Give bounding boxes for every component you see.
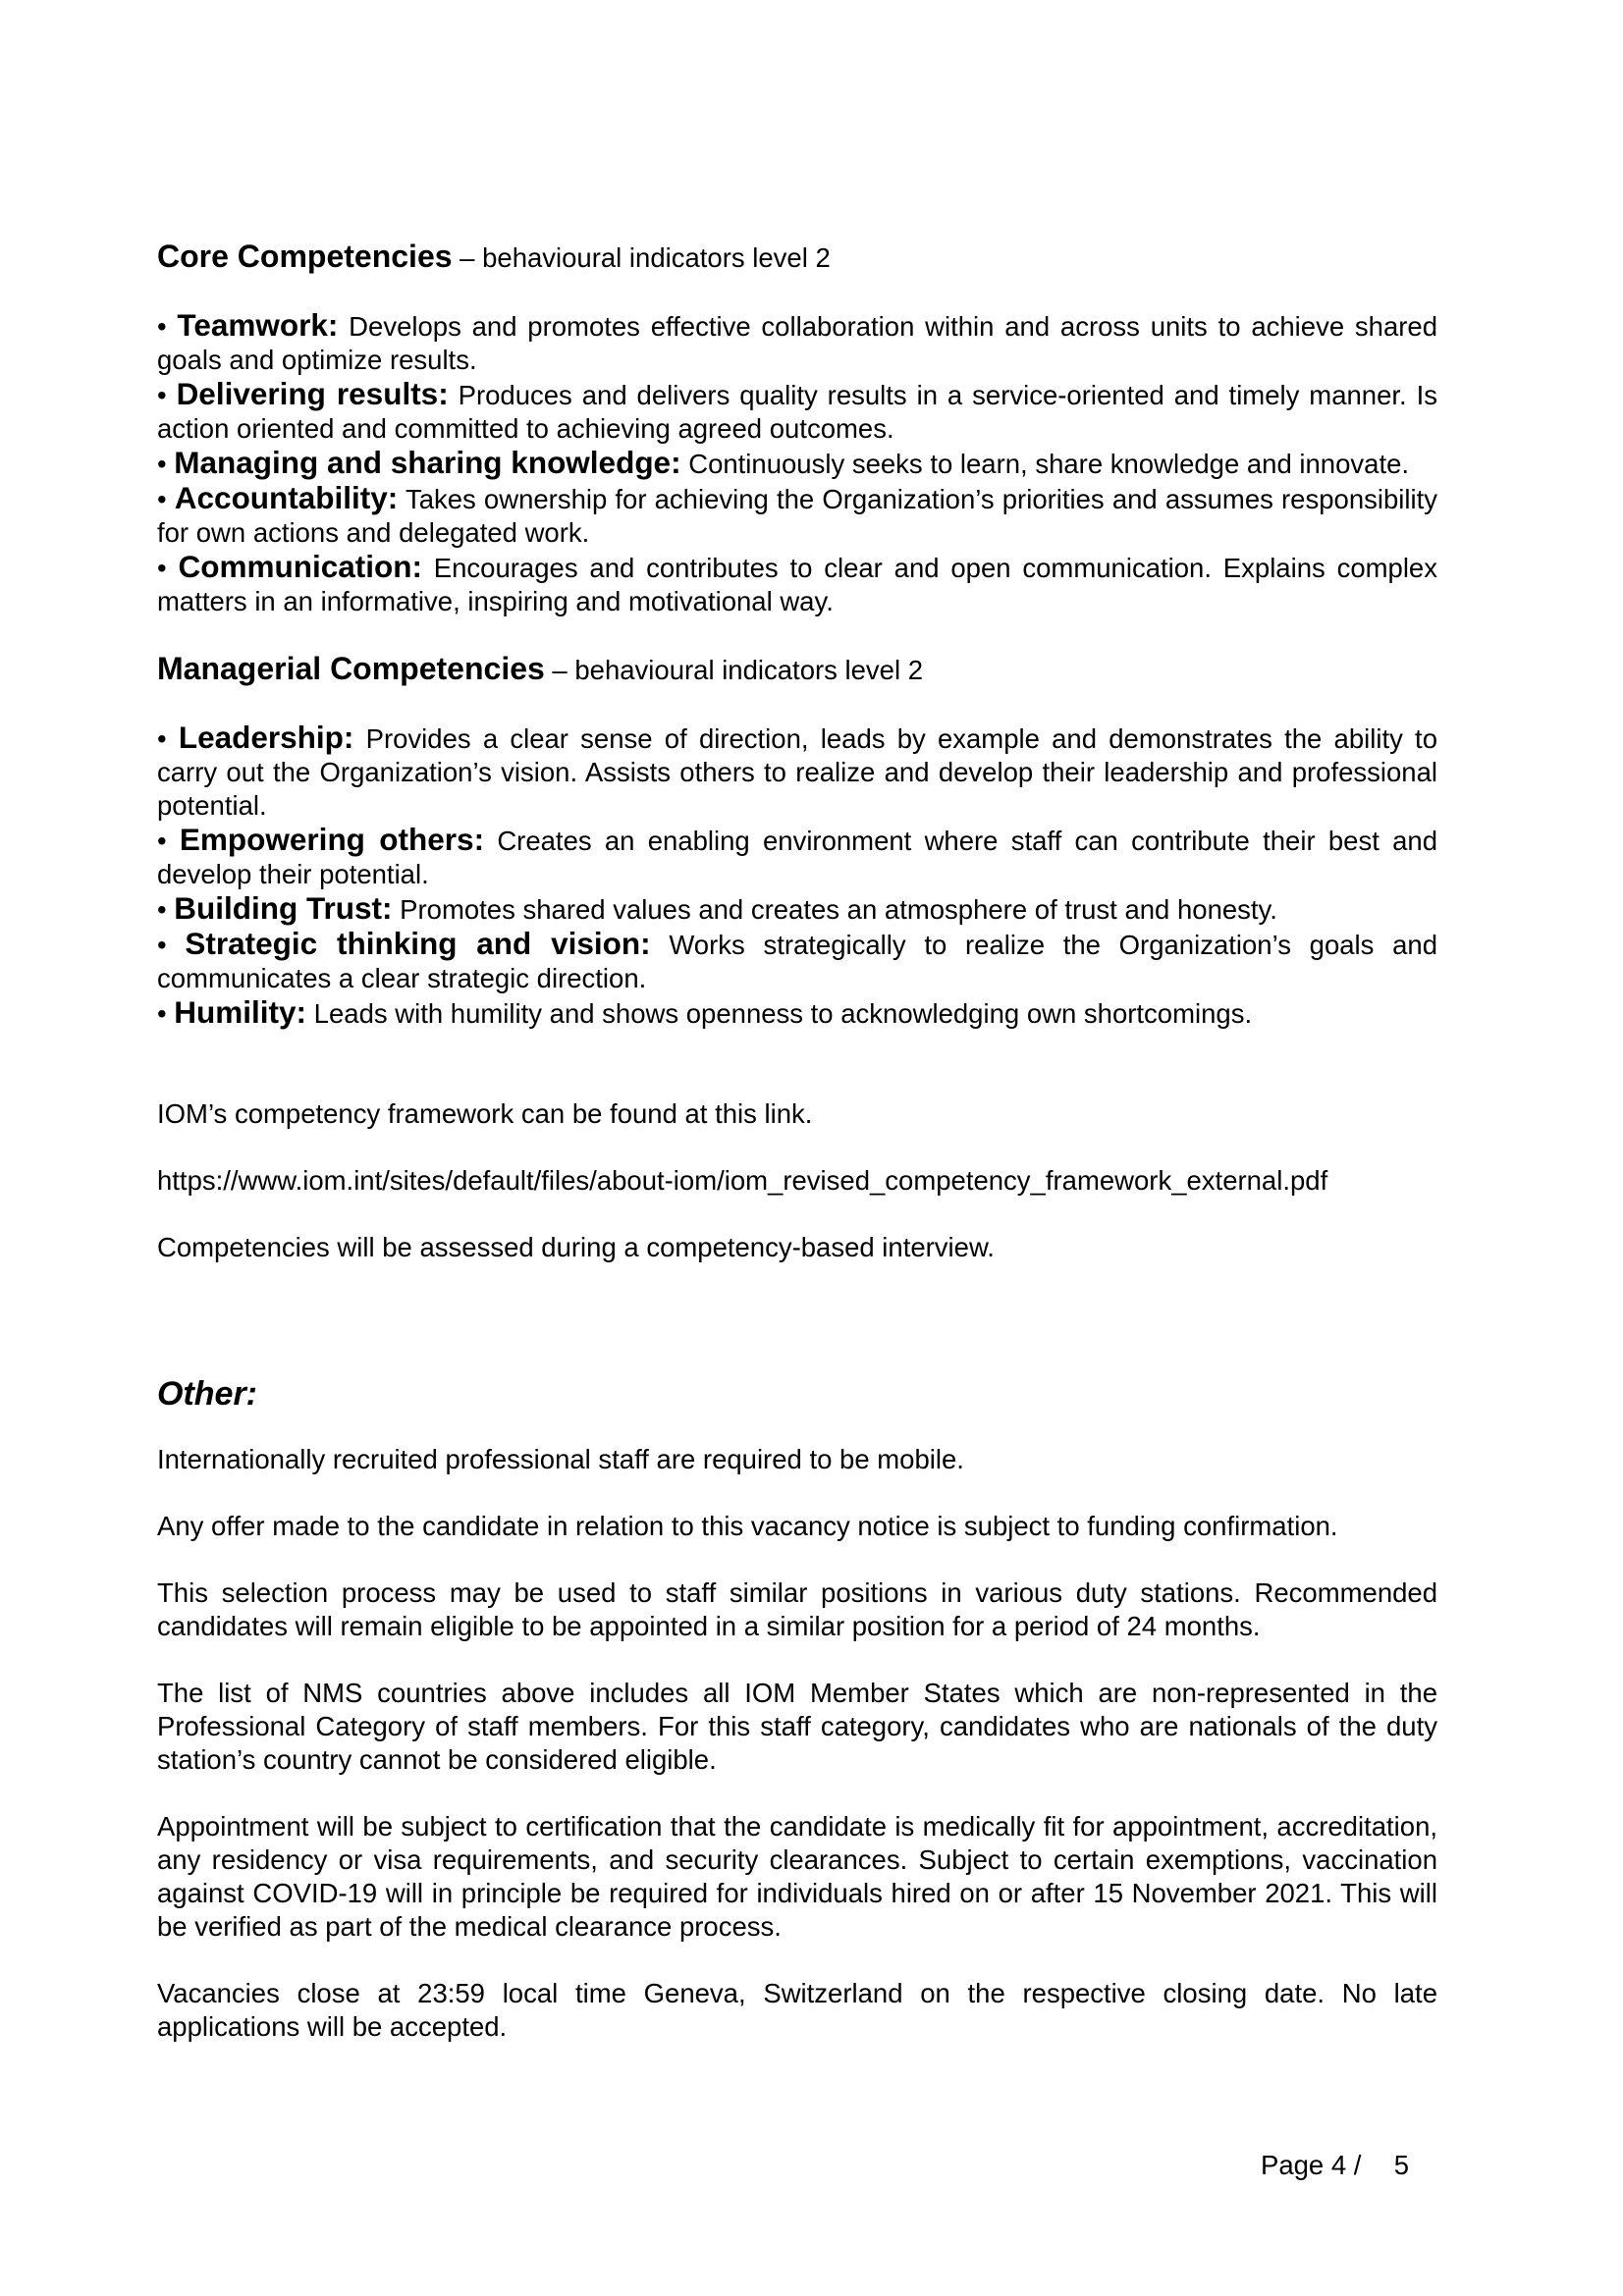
managerial-competencies-heading	[157, 652, 1437, 687]
core-item-delivering-results: • Delivering results: Produces and delivers quality results in a service-oriented and timely manner. Is action oriented and committed to achieving agreed outcomes.	[157, 376, 1437, 444]
core-item-accountability: • Accountability: Takes ownership for achieving the Organization’s priorities and assumes responsibility for own actions and delegated work.	[157, 480, 1437, 548]
managerial-item-strategic-thinking: • Strategic thinking and vision: Works strategically to realize the Organization’s goals and communicates a clear strategic direction.	[157, 926, 1437, 993]
document-body	[157, 240, 1437, 2044]
other-paragraph-closing: Vacancies close at 23:59 local time Geneva, Switzerland on the respective closing date. No late applications will be accepted.	[157, 1978, 1437, 2042]
managerial-item-leadership: • Leadership: Provides a clear sense of direction, leads by example and demonstrates the ability to carry out the Organization’s vision. Assists others to realize and develop their leadership and professional potential.	[157, 720, 1437, 821]
other-paragraph-funding: Any offer made to the candidate in relation to this vacancy notice is subject to funding confirmation.	[157, 1511, 1338, 1541]
other-paragraph-appointment: Appointment will be subject to certification that the candidate is medically fit for appointment, accreditation, any residency or visa requirements, and security clearances. Subject to certain exemptions, vaccination against COVID-19 will in principle be required for individuals hired on or after 15 November 2021. This will be verified as part of the medical clearance process.	[157, 1811, 1437, 1942]
core-item-teamwork: • Teamwork: Develops and promotes effective collaboration within and across units to achieve shared goals and optimize results.	[157, 307, 1437, 375]
other-paragraph-mobility: Internationally recruited professional staff are required to be mobile.	[157, 1444, 964, 1474]
core-competencies-heading	[157, 240, 1437, 275]
managerial-item-building-trust: • Building Trust: Promotes shared values and creates an atmosphere of trust and honesty.	[157, 890, 1277, 926]
managerial-item-humility: • Humility: Leads with humility and shows openness to acknowledging own shortcomings.	[157, 994, 1253, 1030]
core-item-managing-knowledge: • Managing and sharing knowledge: Continuously seeks to learn, share knowledge and innovate.	[157, 445, 1410, 480]
managerial-competencies-title: Managerial Competencies	[157, 651, 545, 686]
core-item-communication: • Communication: Encourages and contributes to clear and open communication. Explains complex matters in an informative, inspiring and motivational way.	[157, 549, 1437, 616]
page-total: 5	[1393, 2150, 1410, 2180]
core-competencies-suffix: – behavioural indicators level 2	[452, 242, 831, 273]
other-paragraph-nms: The list of NMS countries above includes all IOM Member States which are non-represented in the Professional Category of staff members. For this staff category, candidates who are nationals of the duty station’s country cannot be considered eligible.	[157, 1678, 1437, 1775]
page-number	[1261, 2150, 1409, 2181]
framework-link[interactable]: https://www.iom.int/sites/default/files/about-iom/iom_revised_competency_framework_external.pdf	[157, 1165, 1328, 1196]
core-competencies-title: Core Competencies	[157, 239, 453, 274]
framework-intro: IOM’s competency framework can be found at this link.	[157, 1098, 813, 1129]
managerial-item-empowering-others: • Empowering others: Creates an enabling environment where staff can contribute their best and develop their potential.	[157, 822, 1437, 889]
other-paragraph-selection: This selection process may be used to staff similar positions in various duty stations. Recommended candidates will remain eligible to be appointed in a similar position for a period of 24 months.	[157, 1577, 1437, 1641]
page-label: Page 4 /	[1261, 2150, 1362, 2180]
framework-assessment: Competencies will be assessed during a competency-based interview.	[157, 1232, 995, 1262]
other-heading: Other:	[157, 1375, 257, 1413]
managerial-competencies-suffix: – behavioural indicators level 2	[544, 655, 924, 685]
